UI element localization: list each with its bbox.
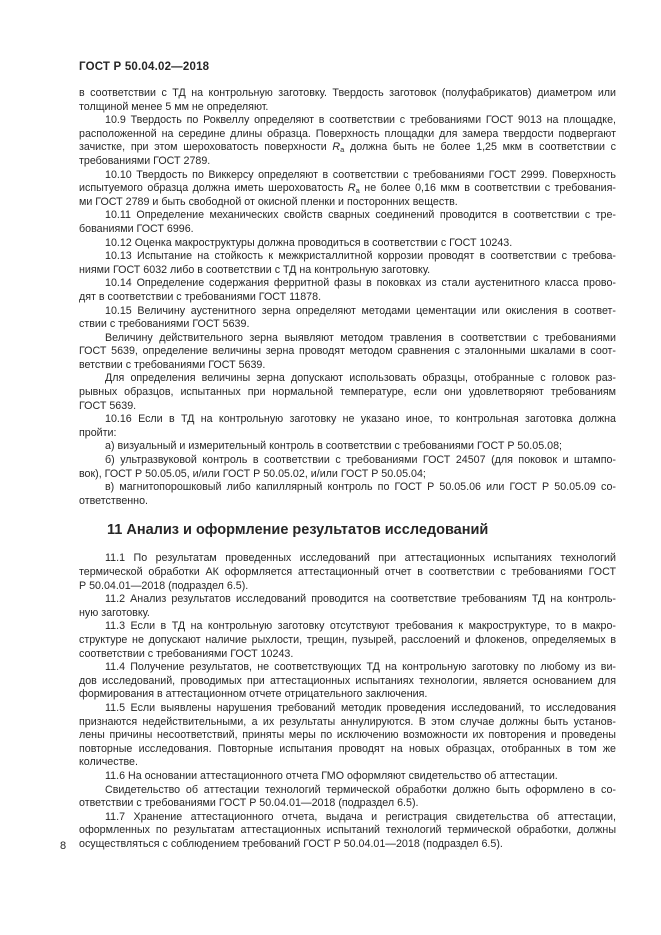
text-line: толщиной менее 5 мм не определяют. bbox=[79, 100, 269, 113]
text-line: зачистке, при этом шероховатость поверхности $R_a$ должна быть не более 1,25 мкм в соответствии с bbox=[79, 141, 616, 155]
text-line: 10.10 Твердость по Виккерсу определяют в соответствии с требованиями ГОСТ 2999. Поверхность bbox=[105, 168, 616, 181]
document-body bbox=[79, 87, 616, 851]
text-line: соответствии с требованиями ГОСТ 10243. bbox=[79, 647, 294, 660]
paragraph bbox=[79, 277, 616, 304]
paragraph bbox=[79, 169, 616, 210]
text-line: 10.11 Определение механических свойств сварных соединений проводится в соответствии с тре- bbox=[105, 209, 616, 222]
text-line: 11.6 На основании аттестационного отчета ГМО оформляют свидетельство об аттестации. bbox=[105, 769, 558, 782]
paragraph bbox=[79, 702, 616, 770]
paragraph bbox=[79, 209, 616, 236]
paragraph bbox=[79, 250, 616, 277]
paragraph bbox=[79, 811, 616, 852]
text-line: 10.12 Оценка макроструктуры должна проводиться в соответствии с ГОСТ 10243. bbox=[105, 236, 513, 249]
paragraph bbox=[79, 114, 616, 168]
text-line: 11.1 По результатам проведенных исследований при аттестационных испытаниях технологий bbox=[105, 552, 616, 565]
text-line: в соответствии с ТД на контрольную заготовку. Твердость заготовок (полуфабрикатов) диаметром или bbox=[79, 87, 616, 99]
text-line: 10.16 Если в ТД на контрольную заготовку не указано иное, то контрольная заготовка должна bbox=[105, 413, 616, 426]
text-line: б) ультразвуковой контроль в соответствии с требованиями ГОСТ 24507 (для поковок и штампо- bbox=[105, 454, 616, 467]
roughness-Ra-symbol: $R_a$ bbox=[332, 141, 345, 155]
text-line: 10.14 Определение содержания ферритной фазы в поковках из стали аустенитного класса прово- bbox=[105, 277, 616, 290]
text-line: ГОСТ 5639. bbox=[79, 399, 137, 412]
paragraph bbox=[79, 784, 616, 811]
text-line: 10.9 Твердость по Роквеллу определяют в соответствии с требованиями ГОСТ 9013 на площадке, bbox=[105, 114, 616, 127]
text-line: дят в соответствии с требованиями ГОСТ 11878. bbox=[79, 290, 322, 303]
text-line: 11.4 Получение результатов, не соответствующих ТД на контрольную заготовку по любому из ви- bbox=[105, 661, 616, 674]
paragraph bbox=[79, 237, 616, 251]
paragraph bbox=[79, 620, 616, 661]
text-line: ми ГОСТ 2789 и быть свободной от окисной пленки и посторонних веществ. bbox=[79, 195, 458, 208]
text-line: термической обработки АК оформляется аттестационный отчет в соответствии с требованиями ГОСТ bbox=[79, 566, 616, 578]
text-line: а) визуальный и измерительный контроль в соответствии с требованиями ГОСТ Р 50.05.08; bbox=[105, 440, 562, 453]
text-line: ответствии с требованиями ГОСТ Р 50.04.01—2018 (подраздел 6.5). bbox=[79, 797, 419, 810]
text-line: дов исследований, проводимых при аттестационных испытаниях технологии, является основанием для bbox=[79, 674, 616, 687]
paragraph bbox=[79, 552, 616, 593]
paragraph bbox=[79, 87, 616, 114]
text-line: расположенной на середине длины образца. Поверхность площадки для замера твердости подвергают bbox=[79, 127, 616, 140]
text-line: 11.7 Хранение аттестационного отчета, выдача и регистрация свидетельства об аттестации, bbox=[105, 810, 616, 823]
paragraph bbox=[79, 413, 616, 440]
paragraph bbox=[79, 332, 616, 373]
text-line: осуществляться с соблюдением требований ГОСТ Р 50.04.01—2018 (подраздел 6.5). bbox=[79, 837, 503, 850]
text-line: в) магнитопорошковый либо капиллярный контроль по ГОСТ Р 50.05.06 или ГОСТ Р 50.05.09 со- bbox=[105, 481, 616, 494]
paragraph bbox=[79, 372, 616, 413]
paragraph bbox=[79, 770, 616, 784]
text-line: требованиями ГОСТ 2789. bbox=[79, 154, 211, 167]
text-line: 10.15 Величину аустенитного зерна определяют методами цементации или окисления в соответ- bbox=[105, 304, 616, 317]
text-line: ГОСТ 5639, определение величины зерна проводят методом сравнения с эталонными шкалами в соот- bbox=[79, 345, 616, 358]
text-line: Свидетельство об аттестации технологий термической обработки должно быть оформлено в со- bbox=[105, 783, 616, 796]
text-line: 11.3 Если в ТД на контрольную заготовку отсутствуют требования к макроструктуре, то в макро- bbox=[105, 620, 616, 633]
text-line: структуре не допускают наличие рыхлости, трещин, пузырей, расслоений и флокенов, определяемых в bbox=[79, 633, 616, 646]
text-line: ответственно. bbox=[79, 494, 148, 507]
paragraph bbox=[79, 440, 616, 454]
text-line: ствии с требованиями ГОСТ 5639. bbox=[79, 318, 250, 331]
text-line: ниями ГОСТ 6032 либо в соответствии с ТД на контрольную заготовку. bbox=[79, 263, 431, 276]
text-line: вок), ГОСТ Р 50.05.05, и/или ГОСТ Р 50.05.02, и/или ГОСТ Р 50.05.04; bbox=[79, 467, 426, 480]
page-number: 8 bbox=[60, 840, 67, 852]
text-line: повторные исследования. Повторные испытания проводят на новых образцах, отобранных в том же bbox=[79, 742, 616, 755]
paragraph bbox=[79, 481, 616, 508]
text-line: 10.13 Испытание на стойкость к межкристаллитной коррозии проводят в соответствии с требова- bbox=[105, 250, 616, 263]
text-line: ветствии с требованиями ГОСТ 5639. bbox=[79, 358, 266, 371]
text-line: 11.5 Если выявлены нарушения требований методик проведения исследований, то исследования bbox=[105, 701, 616, 714]
paragraph bbox=[79, 454, 616, 481]
text-line: признаются недействительными, а их результаты аннулируются. В этом случае должны быть установ- bbox=[79, 715, 616, 728]
text-line: количестве. bbox=[79, 756, 138, 769]
paragraph bbox=[79, 661, 616, 702]
text-line: испытуемого образца должна иметь шероховатость $R_a$ не более 0,16 мкм в соответствии с требования- bbox=[79, 182, 616, 196]
text-line: оформленных по результатам аттестационных испытаний технологий термической обработки, должны bbox=[79, 824, 616, 837]
paragraph bbox=[79, 305, 616, 332]
text-line: Для определения величины зерна допускают использовать образцы, отобранные с головок раз- bbox=[105, 372, 616, 385]
text-line: Величину действительного зерна выявляют методом травления в соответствии с требованиями bbox=[105, 331, 616, 344]
text-line: Р 50.04.01—2018 (подраздел 6.5). bbox=[79, 579, 249, 592]
text-line: бованиями ГОСТ 6996. bbox=[79, 222, 194, 235]
text-line: формирования в аттестационном отчете отрицательного заключения. bbox=[79, 688, 428, 701]
section-heading: 11 Анализ и оформление результатов исследований bbox=[107, 522, 489, 539]
text-line: ную заготовку. bbox=[79, 606, 150, 619]
text-line: лены причины несоответствий, приняты меры по исключению возможности их повторения и проведены bbox=[79, 729, 616, 742]
text-line: пройти: bbox=[79, 426, 117, 439]
running-header: ГОСТ Р 50.04.02—2018 bbox=[79, 61, 210, 73]
text-line: рывных образцов, испытанных при нормальной температуре, если они удовлетворяют требованиям bbox=[79, 386, 616, 399]
paragraph bbox=[79, 593, 616, 620]
text-line: 11.2 Анализ результатов исследований проводится на соответствие требованиям ТД на контроль- bbox=[105, 593, 616, 606]
roughness-Ra-symbol: $R_a$ bbox=[347, 182, 360, 196]
